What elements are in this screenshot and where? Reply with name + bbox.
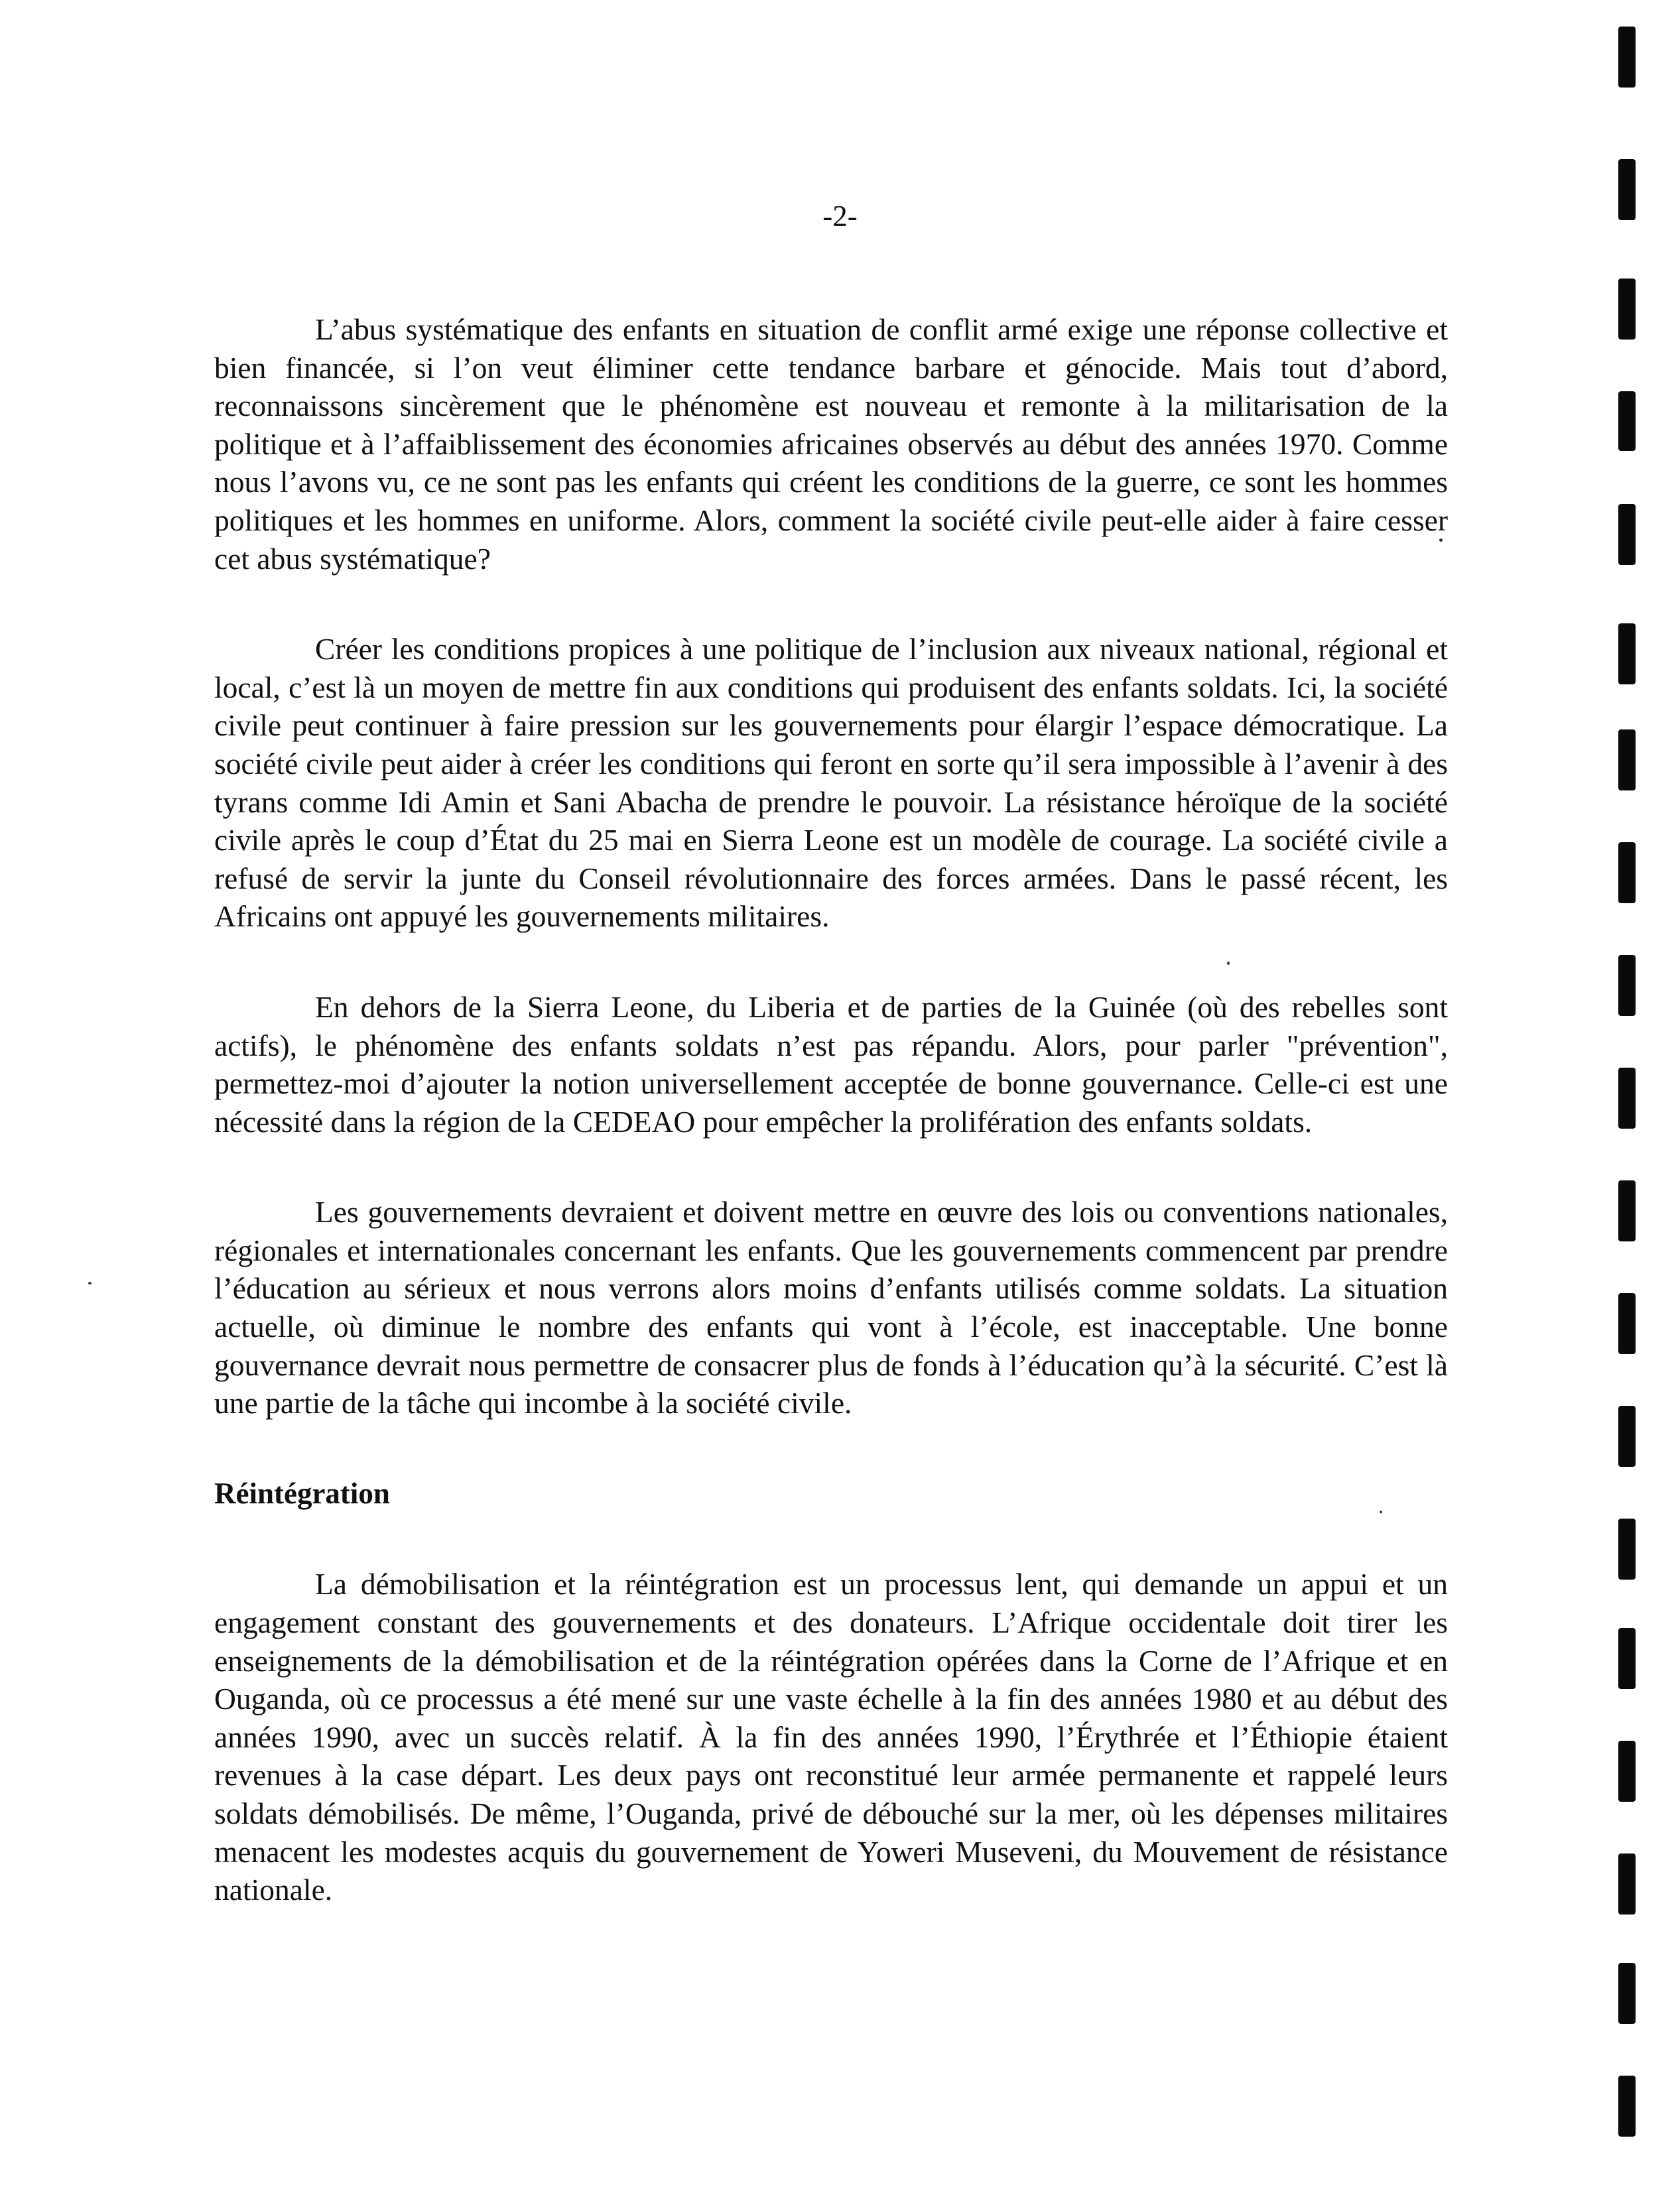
paragraph-4: Les gouvernements devraient et doivent mettre en œuvre des lois ou conventions nationales, régionales et internationales concernant les enfants. Que les gouvernements commencent par prendre l’éducation au sérieux et nous verrons alors moins d’enfants utilisés comme soldats. La situation actuelle, où diminue le nombre des enfants qui vont à l’école, est inacceptable. Une bonne gouvernance devrait nous permettre de consacrer plus de fonds à l’éducation qu’à la sécurité. C’est là une partie de la tâche qui incombe à la société civile. (214, 1195, 1448, 1420)
page-number: -2- (822, 200, 858, 233)
binding-mark (1618, 159, 1636, 220)
binding-mark (1618, 2076, 1636, 2137)
binding-mark (1618, 1741, 1636, 1802)
binding-mark (1618, 1519, 1636, 1580)
binding-mark (1618, 391, 1636, 451)
binding-mark (1618, 1628, 1636, 1689)
binding-mark (1618, 1180, 1636, 1241)
document-body (214, 310, 1448, 1909)
scan-binding-marks (1618, 0, 1658, 2197)
scan-speck (88, 1282, 92, 1285)
scan-speck (1227, 962, 1230, 965)
section-paragraph: La démobilisation et la réintégration est un processus lent, qui demande un appui et un engagement constant des gouvernements et des donateurs. L’Afrique occidentale doit tirer les enseignements de la démobilisation et de la réintégration opérées dans la Corne de l’Afrique et en Ouganda, où ce processus a été mené sur une vaste échelle à la fin des années 1980 et au début des années 1990, avec un succès relatif. À la fin des années 1990, l’Érythrée et l’Éthiopie étaient revenues à la case départ. Les deux pays ont reconstitué leur armée permanente et rappelé leurs soldats démobilisés. De même, l’Ouganda, privé de débouché sur la mer, où les dépenses militaires menacent les modestes acquis du gouvernement de Yoweri Museveni, du Mouvement de résistance nationale. (214, 1567, 1448, 1907)
paragraph-3: En dehors de la Sierra Leone, du Liberia et de parties de la Guinée (où des rebelles sont actifs), le phénomène des enfants soldats n’est pas répandu. Alors, pour parler "prévention", permettez-moi d’ajouter la notion universellement acceptée de bonne gouvernance. Celle-ci est une nécessité dans la région de la CEDEAO pour empêcher la prolifération des enfants soldats. (214, 989, 1448, 1139)
binding-mark (1618, 842, 1636, 903)
binding-mark (1618, 1406, 1636, 1467)
binding-mark (1618, 955, 1636, 1016)
binding-mark (1618, 729, 1636, 790)
section-heading: Réintégration (214, 1476, 390, 1510)
binding-mark (1618, 27, 1636, 88)
scan-speck (1439, 538, 1443, 542)
binding-mark (1618, 504, 1636, 565)
binding-mark (1618, 1068, 1636, 1129)
binding-mark (1618, 623, 1636, 684)
scan-speck (1380, 1511, 1382, 1513)
binding-mark (1618, 1963, 1636, 2024)
binding-mark (1618, 1293, 1636, 1354)
binding-mark (1618, 1853, 1636, 1915)
paragraph-2: Créer les conditions propices à une politique de l’inclusion aux niveaux national, régional et local, c’est là un moyen de mettre fin aux conditions qui produisent des enfants soldats. Ici, la société civile peut continuer à faire pression sur les gouvernements pour élargir l’espace démocratique. La société civile peut aider à créer les conditions qui feront en sorte qu’il sera impossible à l’avenir à des tyrans comme Idi Amin et Sani Abacha de prendre le pouvoir. La résistance héroïque de la société civile après le coup d’État du 25 mai en Sierra Leone est un modèle de courage. La société civile a refusé de servir la junte du Conseil révolutionnaire des forces armées. Dans le passé récent, les Africains ont appuyé les gouvernements militaires. (214, 632, 1448, 934)
binding-mark (1618, 279, 1636, 340)
paragraph-1: L’abus systématique des enfants en situation de conflit armé exige une réponse collective et bien financée, si l’on veut éliminer cette tendance barbare et génocide. Mais tout d’abord, reconnaissons sincèrement que le phénomène est nouveau et remonte à la militarisation de la politique et à l’affaiblissement des économies africaines observés au début des années 1970. Comme nous l’avons vu, ce ne sont pas les enfants qui créent les conditions de la guerre, ce sont les hommes politiques et les hommes en uniforme. Alors, comment la société civile peut-elle aider à faire cesser cet abus systématique? (214, 312, 1448, 576)
